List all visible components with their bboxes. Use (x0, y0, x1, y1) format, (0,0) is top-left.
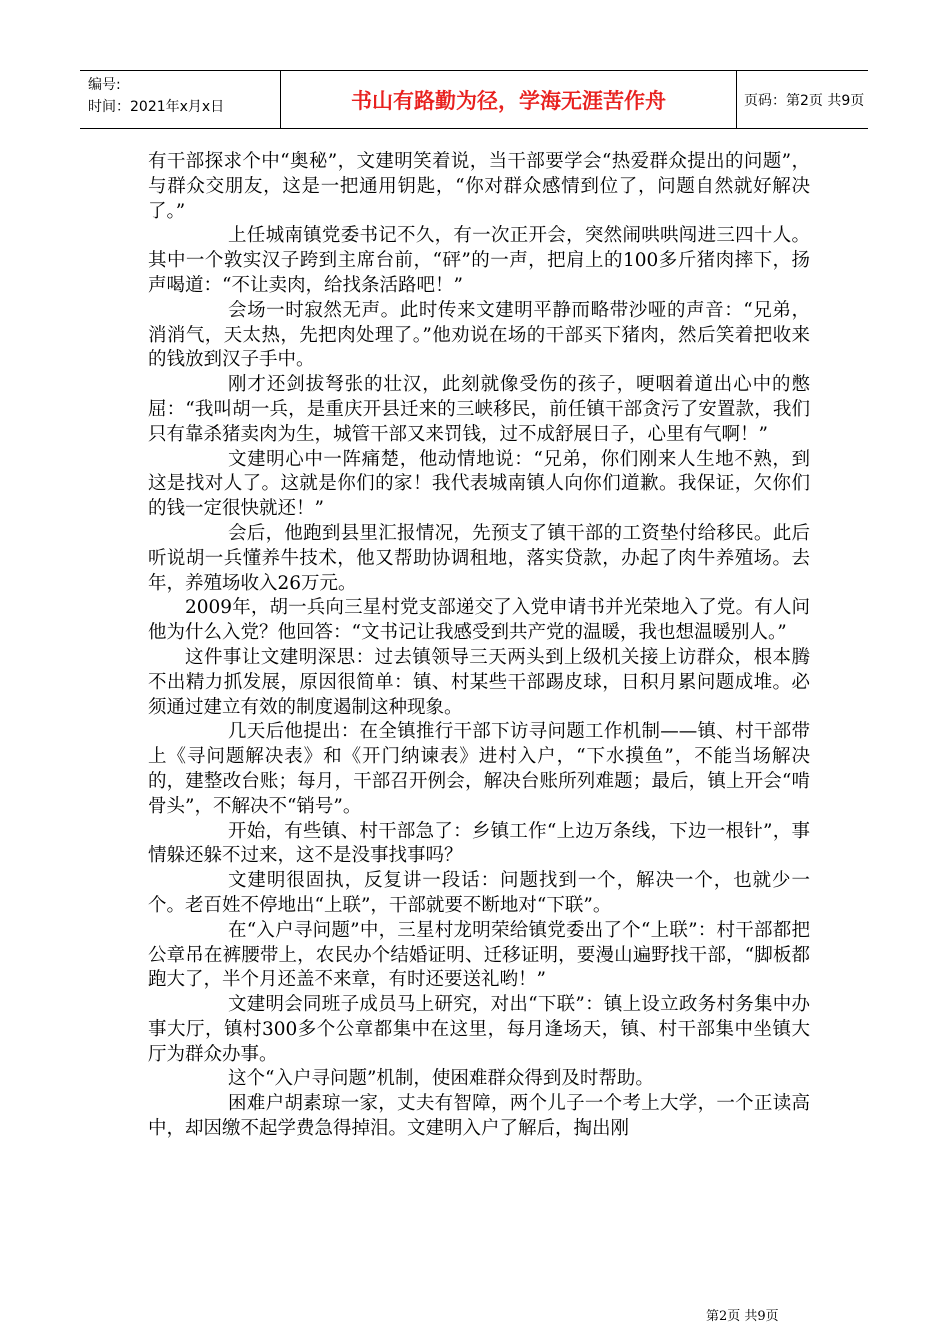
paragraph: 开始，有些镇、村干部急了：乡镇工作“上边万条线，下边一根针”，事情躲还躲不过来，这不是没事找事吗？ (148, 820, 810, 867)
page-header (80, 70, 868, 129)
paragraph: 这件事让文建明深思：过去镇领导三天两头到上级机关接上访群众，根本腾不出精力抓发展，原因很简单：镇、村某些干部踢皮球，日积月累问题成堆。必须通过建立有效的制度遏制这种现象。 (148, 646, 810, 718)
page-footer-number: 第2页 共9页 (706, 1309, 779, 1324)
header-motto: 书山有路勤为径，学海无涯苦作舟 (280, 71, 737, 128)
document-number-label: 编号: (88, 77, 121, 93)
paragraph: 在“入户寻问题”中，三星村龙明荣给镇党委出了个“上联”：村干部都把公章吊在裤腰带上，农民办个结婚证明、迁移证明，要漫山遍野找干部，“脚板都跑大了，半个月还盖不来章，有时还要送礼哟！” (148, 919, 810, 991)
document-date-label: 时间：2021年x月x日 (88, 99, 225, 115)
paragraph: 困难户胡素琼一家，丈夫有智障，两个儿子一个考上大学，一个正读高中，却因缴不起学费急得掉泪。文建明入户了解后，掏出刚 (148, 1093, 810, 1140)
paragraph: 文建明很固执，反复讲一段话：问题找到一个，解决一个，也就少一个。老百姓不停地出“上联”，干部就要不断地对“下联”。 (148, 870, 810, 916)
paragraph: 会后，他跑到县里汇报情况，先预支了镇干部的工资垫付给移民。此后听说胡一兵懂养牛技术，他又帮助协调租地，落实贷款，办起了肉牛养殖场。去年，养殖场收入26万元。 (148, 522, 810, 594)
paragraph: 2009年，胡一兵向三星村党支部递交了入党申请书并光荣地入了党。有人问他为什么入党？他回答：“文书记让我感受到共产党的温暖，我也想温暖别人。” (148, 597, 810, 644)
document-body (148, 150, 810, 1142)
paragraph: 上任城南镇党委书记不久，有一次正开会，突然闹哄哄闯进三四十人。其中一个敦实汉子跨到主席台前，“砰”的一声，把肩上的100多斤猪肉摔下，扬声喝道：“不让卖肉，给找条活路吧！” (148, 225, 810, 296)
paragraph: 文建明心中一阵痛楚，他动情地说：“兄弟，你们刚来人生地不熟，到这是找对人了。这就是你们的家！我代表城南镇人向你们道歉。我保证，欠你们的钱一定很快就还！” (148, 448, 810, 520)
header-meta (88, 74, 224, 118)
header-page-number: 页码：第2页 共9页 (744, 92, 865, 109)
paragraph: 有干部探求个中“奥秘”，文建明笑着说，当干部要学会“热爱群众提出的问题”，与群众交朋友，这是一把通用钥匙，“你对群众感情到位了，问题自然就好解决了。” (148, 151, 810, 222)
paragraph: 这个“入户寻问题”机制，使困难群众得到及时帮助。 (228, 1068, 654, 1090)
paragraph: 刚才还剑拔弩张的壮汉，此刻就像受伤的孩子，哽咽着道出心中的憋屈：“我叫胡一兵，是重庆开县迁来的三峡移民，前任镇干部贪污了安置款，我们只有靠杀猪卖肉为生，城管干部又来罚钱，过不成舒展日子，心里有气啊！” (148, 374, 810, 445)
paragraph: 几天后他提出：在全镇推行干部下访寻问题工作机制——镇、村干部带上《寻问题解决表》和《开门纳谏表》进村入户，“下水摸鱼”，不能当场解决的，建整改台账；每月，干部召开例会，解决台账所列难题；最后，镇上开会“啃骨头”，不解决不“销号”。 (148, 721, 810, 817)
paragraph: 文建明会同班子成员马上研究，对出“下联”：镇上设立政务村务集中办事大厅，镇村300多个公章都集中在这里，每月逢场天，镇、村干部集中坐镇大厅为群众办事。 (148, 994, 810, 1065)
paragraph: 会场一时寂然无声。此时传来文建明平静而略带沙哑的声音：“兄弟，消消气，天太热，先把肉处理了。”他劝说在场的干部买下猪肉，然后笑着把收来的钱放到汉子手中。 (148, 299, 810, 371)
